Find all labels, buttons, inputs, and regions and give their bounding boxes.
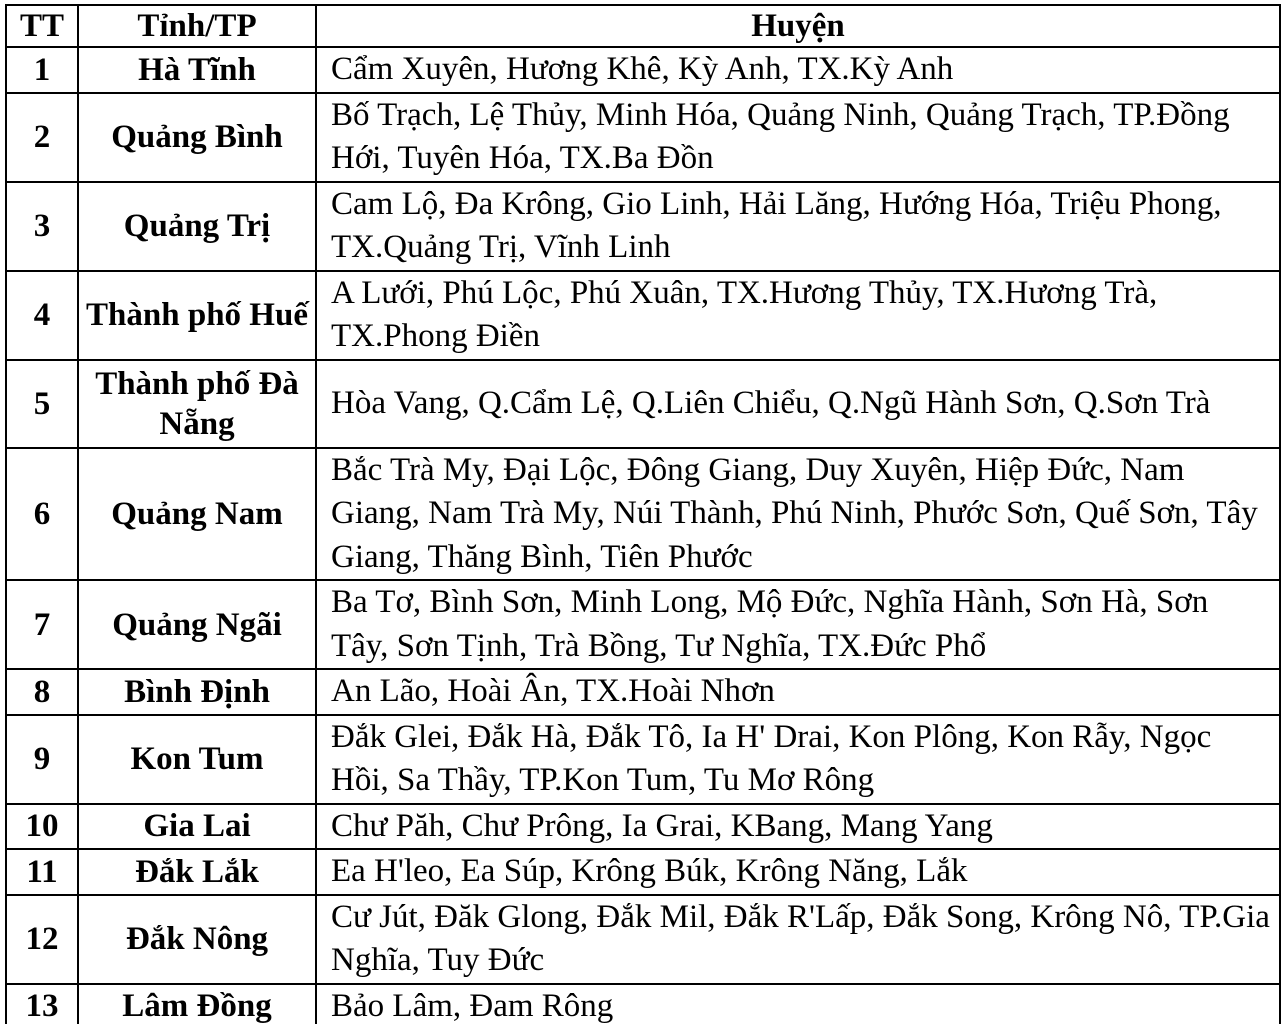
district-list: An Lão, Hoài Ân, TX.Hoài Nhơn: [316, 669, 1280, 715]
table-row: [6, 849, 1280, 895]
row-number: 12: [6, 895, 78, 984]
province-name: Bình Định: [78, 669, 316, 715]
district-list: A Lưới, Phú Lộc, Phú Xuân, TX.Hương Thủy, TX.Hương Trà, TX.Phong Điền: [316, 271, 1280, 360]
district-table: [5, 4, 1281, 1024]
province-name: Hà Tĩnh: [78, 47, 316, 93]
district-list: Cam Lộ, Đa Krông, Gio Linh, Hải Lăng, Hướng Hóa, Triệu Phong, TX.Quảng Trị, Vĩnh Linh: [316, 182, 1280, 271]
province-name: Gia Lai: [78, 804, 316, 850]
table-header: [6, 5, 1280, 47]
district-list: Bắc Trà My, Đại Lộc, Đông Giang, Duy Xuyên, Hiệp Đức, Nam Giang, Nam Trà My, Núi Thành, Phú Ninh, Phước Sơn, Quế Sơn, Tây Giang, Thăng Bình, Tiên Phước: [316, 448, 1280, 581]
province-name: Thành phố Huế: [78, 271, 316, 360]
row-number: 3: [6, 182, 78, 271]
district-list: Cư Jút, Đăk Glong, Đắk Mil, Đắk R'Lấp, Đắk Song, Krông Nô, TP.Gia Nghĩa, Tuy Đức: [316, 895, 1280, 984]
district-list: Hòa Vang, Q.Cẩm Lệ, Q.Liên Chiểu, Q.Ngũ Hành Sơn, Q.Sơn Trà: [316, 360, 1280, 448]
cropped-heading-remnant: [300, 0, 1000, 2]
row-number: 1: [6, 47, 78, 93]
row-number: 5: [6, 360, 78, 448]
row-number: 9: [6, 715, 78, 804]
district-list: Bố Trạch, Lệ Thủy, Minh Hóa, Quảng Ninh, Quảng Trạch, TP.Đồng Hới, Tuyên Hóa, TX.Ba Đồn: [316, 93, 1280, 182]
table-row: [6, 804, 1280, 850]
table-body: [6, 47, 1280, 1024]
table-row: [6, 93, 1280, 182]
row-number: 7: [6, 580, 78, 669]
province-name: Quảng Bình: [78, 93, 316, 182]
table-row: [6, 360, 1280, 448]
province-name: Lâm Đồng: [78, 984, 316, 1024]
row-number: 11: [6, 849, 78, 895]
table-row: [6, 895, 1280, 984]
row-number: 2: [6, 93, 78, 182]
district-list: Chư Păh, Chư Prông, Ia Grai, KBang, Mang Yang: [316, 804, 1280, 850]
header-row: [6, 5, 1280, 47]
row-number: 4: [6, 271, 78, 360]
province-name: Đắk Lắk: [78, 849, 316, 895]
table-row: [6, 580, 1280, 669]
row-number: 10: [6, 804, 78, 850]
district-list: Cẩm Xuyên, Hương Khê, Kỳ Anh, TX.Kỳ Anh: [316, 47, 1280, 93]
row-number: 6: [6, 448, 78, 581]
table-row: [6, 669, 1280, 715]
table-row: [6, 448, 1280, 581]
table-row: [6, 182, 1280, 271]
province-name: Quảng Trị: [78, 182, 316, 271]
district-list: Ba Tơ, Bình Sơn, Minh Long, Mộ Đức, Nghĩa Hành, Sơn Hà, Sơn Tây, Sơn Tịnh, Trà Bồng, Tư Nghĩa, TX.Đức Phổ: [316, 580, 1280, 669]
table-row: [6, 984, 1280, 1024]
table-row: [6, 715, 1280, 804]
district-list: Ea H'leo, Ea Súp, Krông Búk, Krông Năng, Lắk: [316, 849, 1280, 895]
province-name: Thành phố Đà Nẵng: [78, 360, 316, 448]
district-list: Bảo Lâm, Đam Rông: [316, 984, 1280, 1024]
district-list: Đắk Glei, Đắk Hà, Đắk Tô, Ia H' Drai, Kon Plông, Kon Rẫy, Ngọc Hồi, Sa Thầy, TP.Kon Tum, Tu Mơ Rông: [316, 715, 1280, 804]
header-tt: TT: [6, 5, 78, 47]
province-name: Quảng Nam: [78, 448, 316, 581]
table-row: [6, 47, 1280, 93]
header-province: Tỉnh/TP: [78, 5, 316, 47]
row-number: 8: [6, 669, 78, 715]
province-name: Kon Tum: [78, 715, 316, 804]
table-row: [6, 271, 1280, 360]
row-number: 13: [6, 984, 78, 1024]
province-name: Đắk Nông: [78, 895, 316, 984]
province-name: Quảng Ngãi: [78, 580, 316, 669]
header-districts: Huyện: [316, 5, 1280, 47]
